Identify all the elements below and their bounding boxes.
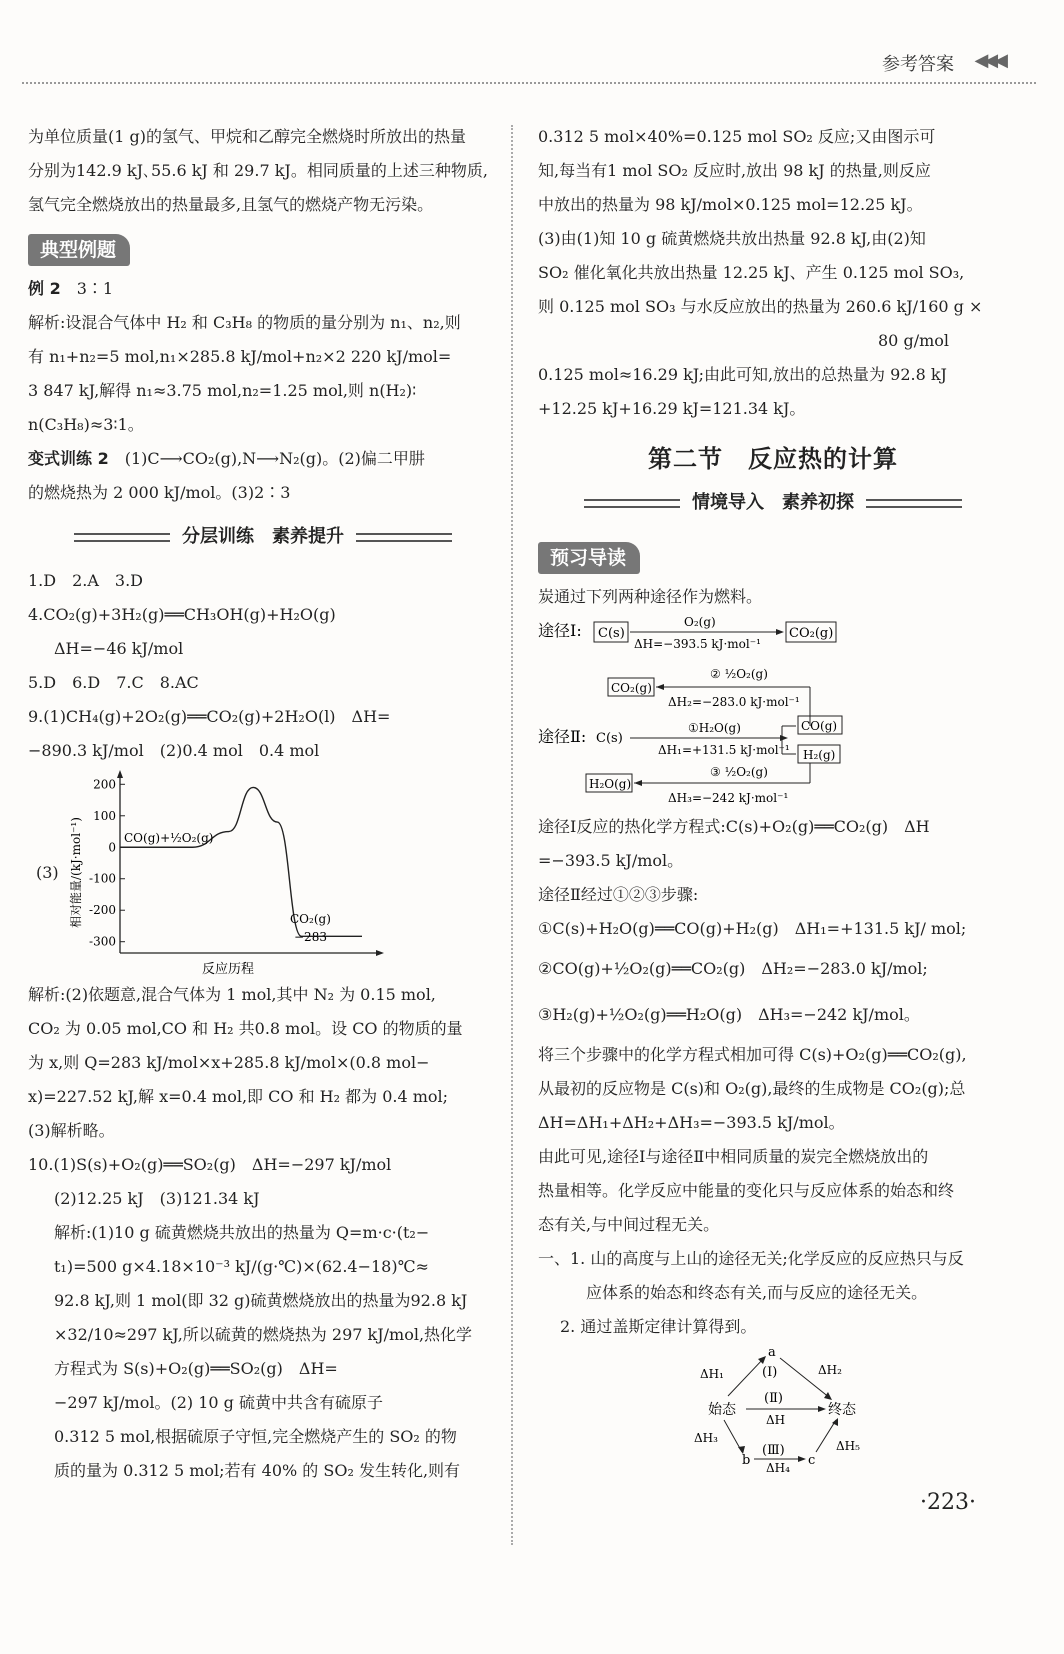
x-axis-label: 反应历程 — [202, 962, 255, 977]
node-end: 终态 — [828, 1402, 856, 1418]
end-value: −283 — [294, 930, 327, 944]
step1-arrowhead — [780, 735, 788, 741]
route1-product: CO₂(g) — [789, 626, 834, 641]
arrowhead — [824, 1392, 832, 1400]
cont-line: SO₂ 催化氧化共放出热量 12.25 kJ、产生 0.125 mol SO₃, — [538, 263, 965, 282]
step3-top: ③ ½O₂(g) — [710, 765, 768, 779]
answer-line: (2)12.25 kJ (3)121.34 kJ — [54, 1189, 260, 1208]
conclusion-line: 由此可见,途径Ⅰ与途径Ⅱ中相同质量的炭完全燃烧放出的 — [538, 1147, 929, 1166]
answer-line: 9.(1)CH₄(g)+2O₂(g)══CO₂(g)+2H₂O(l) ΔH= — [28, 707, 391, 726]
route1-arrowhead — [776, 629, 784, 635]
point-line: 一、1. 山的高度与上山的途径无关;化学反应的反应热只与反 — [538, 1249, 964, 1268]
cont-line: 0.125 mol≈16.29 kJ;由此可知,放出的总热量为 92.8 kJ — [538, 365, 947, 384]
label-dH3: ΔH₃ — [694, 1431, 718, 1445]
left-column — [28, 120, 498, 1488]
analysis-line: 质的量为 0.312 5 mol;若有 40% 的 SO₂ 发生转化,则有 — [54, 1461, 461, 1480]
y-tick-label: -100 — [89, 871, 116, 886]
end-annotation: CO₂(g) — [290, 912, 331, 926]
step1-bottom: ΔH₁=+131.5 kJ·mol⁻¹ — [658, 743, 790, 757]
sum-line: 从最初的反应物是 C(s)和 O₂(g),最终的生成物是 CO₂(g);总 — [538, 1079, 966, 1098]
step2-top: ② ½O₂(g) — [710, 667, 768, 681]
example-answer: 3∶1 — [76, 279, 114, 298]
label-dH1: ΔH₁ — [700, 1367, 724, 1381]
examples-tag: 典型例题 — [28, 234, 130, 266]
step2-bottom: ΔH₂=−283.0 kJ·mol⁻¹ — [668, 695, 800, 709]
band-rule — [866, 499, 962, 508]
example-label: 例 2 — [28, 279, 61, 298]
analysis-line: 为 x,则 Q=283 kJ/mol×x+285.8 kJ/mol×(0.8 mol− — [28, 1053, 430, 1072]
q9-part3-label: (3) — [36, 863, 59, 882]
intro-line: 氢气完全燃烧放出的热量最多,且氢气的燃烧产物无污染。 — [28, 195, 434, 214]
point-line: 应体系的始态和终态有关,而与反应的途径无关。 — [586, 1283, 928, 1302]
sum-line: 将三个步骤中的化学方程式相加可得 C(s)+O₂(g)══CO₂(g), — [538, 1045, 967, 1064]
analysis-line: x)=227.52 kJ,解 x=0.4 mol,即 CO 和 H₂ 都为 0.4 mol; — [28, 1087, 449, 1106]
label-dH4: ΔH₄ — [766, 1461, 790, 1474]
step-line: ①C(s)+H₂O(g)══CO(g)+H₂(g) ΔH₁=+131.5 kJ/ mol; — [538, 919, 967, 938]
paragraph: 炭通过下列两种途径作为燃料。 — [538, 587, 763, 606]
band-title: 分层训练 素养提升 — [182, 526, 344, 547]
equation-line: 途径Ⅰ反应的热化学方程式:C(s)+O₂(g)══CO₂(g) ΔH — [538, 817, 930, 836]
route-diagram — [538, 614, 1008, 810]
step-line: ②CO(g)+½O₂(g)══CO₂(g) ΔH₂=−283.0 kJ/mol; — [538, 959, 928, 978]
y-tick-label: 200 — [93, 777, 116, 792]
label-I: (Ⅰ) — [762, 1365, 778, 1380]
answer-line: 5.D 6.D 7.C 8.AC — [28, 673, 199, 692]
analysis-line: ×32/10≈297 kJ,所以硫黄的燃烧热为 297 kJ/mol,热化学 — [54, 1325, 473, 1344]
energy-chart — [62, 768, 392, 978]
y-tick-label: -300 — [89, 934, 116, 949]
right-column — [538, 120, 1008, 1474]
route2-c: C(s) — [596, 731, 623, 746]
header-title: 参考答案 — [882, 54, 954, 75]
analysis-line: n(C₃H₈)≈3∶1。 — [28, 415, 144, 434]
page-number: ·223· — [920, 1490, 976, 1515]
co-label: CO(g) — [801, 719, 838, 733]
label-dH5: ΔH₅ — [836, 1439, 860, 1453]
h2o-label: H₂O(g) — [589, 777, 632, 791]
answer-line: 10.(1)S(s)+O₂(g)══SO₂(g) ΔH=−297 kJ/mol — [28, 1155, 392, 1174]
step3-bottom: ΔH₃=−242 kJ·mol⁻¹ — [668, 791, 789, 805]
conclusion-line: 态有关,与中间过程无关。 — [538, 1215, 720, 1234]
band-rule — [356, 533, 452, 542]
cont-line: 中放出的热量为 98 kJ/mol×0.125 mol=12.25 kJ。 — [538, 195, 923, 214]
answer-line: −890.3 kJ/mol (2)0.4 mol 0.4 mol — [28, 741, 320, 760]
answer-line: 1.D 2.A 3.D — [28, 571, 144, 590]
step3-arrowhead — [634, 780, 642, 786]
step1-top: ①H₂O(g) — [688, 721, 741, 735]
analysis-line: (3)解析略。 — [28, 1121, 115, 1140]
arrowhead — [798, 1456, 806, 1462]
analysis-line: 解析:设混合气体中 H₂ 和 C₃H₈ 的物质的量分别为 n₁、n₂,则 — [28, 313, 461, 332]
node-b: b — [742, 1453, 751, 1468]
analysis-line: 92.8 kJ,则 1 mol(即 32 g)硫黄燃烧放出的热量为92.8 kJ — [54, 1291, 468, 1310]
analysis-line: 解析:(2)依题意,混合气体为 1 mol,其中 N₂ 为 0.15 mol, — [28, 985, 436, 1004]
route1-bottom: ΔH=−393.5 kJ·mol⁻¹ — [634, 637, 761, 651]
y-tick-label: 0 — [108, 840, 116, 855]
variant-label: 变式训练 2 — [28, 449, 109, 468]
analysis-line: 方程式为 S(s)+O₂(g)══SO₂(g) ΔH= — [54, 1359, 338, 1378]
paragraph: 途径Ⅱ经过①②③步骤: — [538, 885, 699, 904]
equation-line: =−393.5 kJ/mol。 — [538, 851, 684, 870]
band-rule — [74, 533, 170, 542]
intro-line: 为单位质量(1 g)的氢气、甲烷和乙醇完全燃烧时所放出的热量 — [28, 127, 466, 146]
analysis-line: 有 n₁+n₂=5 mol,n₁×285.8 kJ/mol+n₂×2 220 kJ/mol= — [28, 347, 452, 366]
analysis-line: CO₂ 为 0.05 mol,CO 和 H₂ 共0.8 mol。设 CO 的物质的量 — [28, 1019, 463, 1038]
route1-reactant: C(s) — [598, 626, 625, 641]
column-divider — [511, 125, 513, 1545]
hess-diagram — [658, 1344, 1064, 1474]
point-line: 2. 通过盖斯定律计算得到。 — [560, 1317, 757, 1336]
x-axis-arrow — [376, 950, 384, 956]
band-rule — [584, 499, 680, 508]
header-rule — [22, 82, 1036, 84]
section-band — [28, 520, 498, 554]
node-start: 始态 — [708, 1402, 736, 1418]
node-c: c — [808, 1453, 816, 1468]
cont-line: (3)由(1)知 10 g 硫黄燃烧共放出热量 92.8 kJ,由(2)知 — [538, 229, 926, 248]
section-band — [538, 486, 1008, 520]
preview-tag: 预习导读 — [538, 542, 640, 574]
analysis-line: 0.312 5 mol,根据硫原子守恒,完全燃烧产生的 SO₂ 的物 — [54, 1427, 457, 1446]
energy-chart-block — [28, 768, 498, 978]
label-II: (Ⅱ) — [764, 1391, 783, 1406]
step-line: ③H₂(g)+½O₂(g)══H₂O(g) ΔH₃=−242 kJ/mol。 — [538, 1005, 920, 1024]
answer-line: ΔH=−46 kJ/mol — [54, 639, 184, 658]
cont-line: 则 0.125 mol SO₃ 与水反应放出的热量为 260.6 kJ/160 g × — [538, 297, 983, 316]
band-title: 情境导入 素养初探 — [692, 492, 854, 513]
start-annotation: CO(g)+½O₂(g) — [124, 831, 214, 845]
analysis-line: −297 kJ/mol。(2) 10 g 硫黄中共含有硫原子 — [54, 1393, 383, 1412]
cont-line: 80 g/mol — [878, 331, 949, 350]
route1-label: 途径Ⅰ: — [538, 621, 582, 640]
arrow-start-a — [728, 1358, 764, 1396]
cont-line: 0.312 5 mol×40%=0.125 mol SO₂ 反应;又由图示可 — [538, 127, 936, 146]
page-header — [0, 0, 1064, 90]
route1-top: O₂(g) — [684, 615, 716, 629]
label-dH: ΔH — [766, 1413, 786, 1427]
y-tick-label: -200 — [89, 903, 116, 918]
co2-label: CO₂(g) — [611, 681, 652, 695]
node-a: a — [768, 1345, 776, 1360]
y-tick-label: 100 — [93, 808, 116, 823]
label-dH2: ΔH₂ — [818, 1363, 842, 1377]
cont-line: 知,每当有1 mol SO₂ 反应时,放出 98 kJ 的热量,则反应 — [538, 161, 931, 180]
conclusion-line: 热量相等。化学反应中能量的变化只与反应体系的始态和终 — [538, 1181, 955, 1200]
y-axis-label: 相对能量/(kJ·mol⁻¹) — [69, 817, 83, 928]
label-III: (Ⅲ) — [762, 1443, 785, 1458]
analysis-line: 3 847 kJ,解得 n₁≈3.75 mol,n₂=1.25 mol,则 n(H₂)∶ — [28, 381, 417, 400]
answer-line: 4.CO₂(g)+3H₂(g)══CH₃OH(g)+H₂O(g) — [28, 605, 336, 624]
header-arrows-icon: ◀◀◀ — [974, 50, 1004, 71]
variant-line: 的燃烧热为 2 000 kJ/mol。(3)2∶3 — [28, 483, 291, 502]
y-axis-arrow — [117, 770, 123, 778]
arrow-c-end — [816, 1420, 836, 1452]
step2-arrowhead — [656, 684, 664, 690]
arrowhead — [818, 1406, 826, 1412]
chapter-title: 第二节 反应热的计算 — [648, 444, 898, 473]
analysis-line: 解析:(1)10 g 硫黄燃烧共放出的热量为 Q=m·c·(t₂− — [54, 1223, 430, 1242]
sum-line: ΔH=ΔH₁+ΔH₂+ΔH₃=−393.5 kJ/mol。 — [538, 1113, 845, 1132]
cont-line: +12.25 kJ+16.29 kJ=121.34 kJ。 — [538, 399, 806, 418]
h2-label: H₂(g) — [803, 748, 836, 762]
analysis-line: t₁)=500 g×4.18×10⁻³ kJ/(g·℃)×(62.4−18)℃≈ — [54, 1257, 429, 1276]
route2-label: 途径Ⅱ: — [538, 727, 587, 746]
variant-line: (1)C⟶CO₂(g),N⟶N₂(g)。(2)偏二甲肼 — [124, 449, 425, 468]
intro-line: 分别为142.9 kJ､55.6 kJ 和 29.7 kJ。相同质量的上述三种物质, — [28, 161, 488, 180]
